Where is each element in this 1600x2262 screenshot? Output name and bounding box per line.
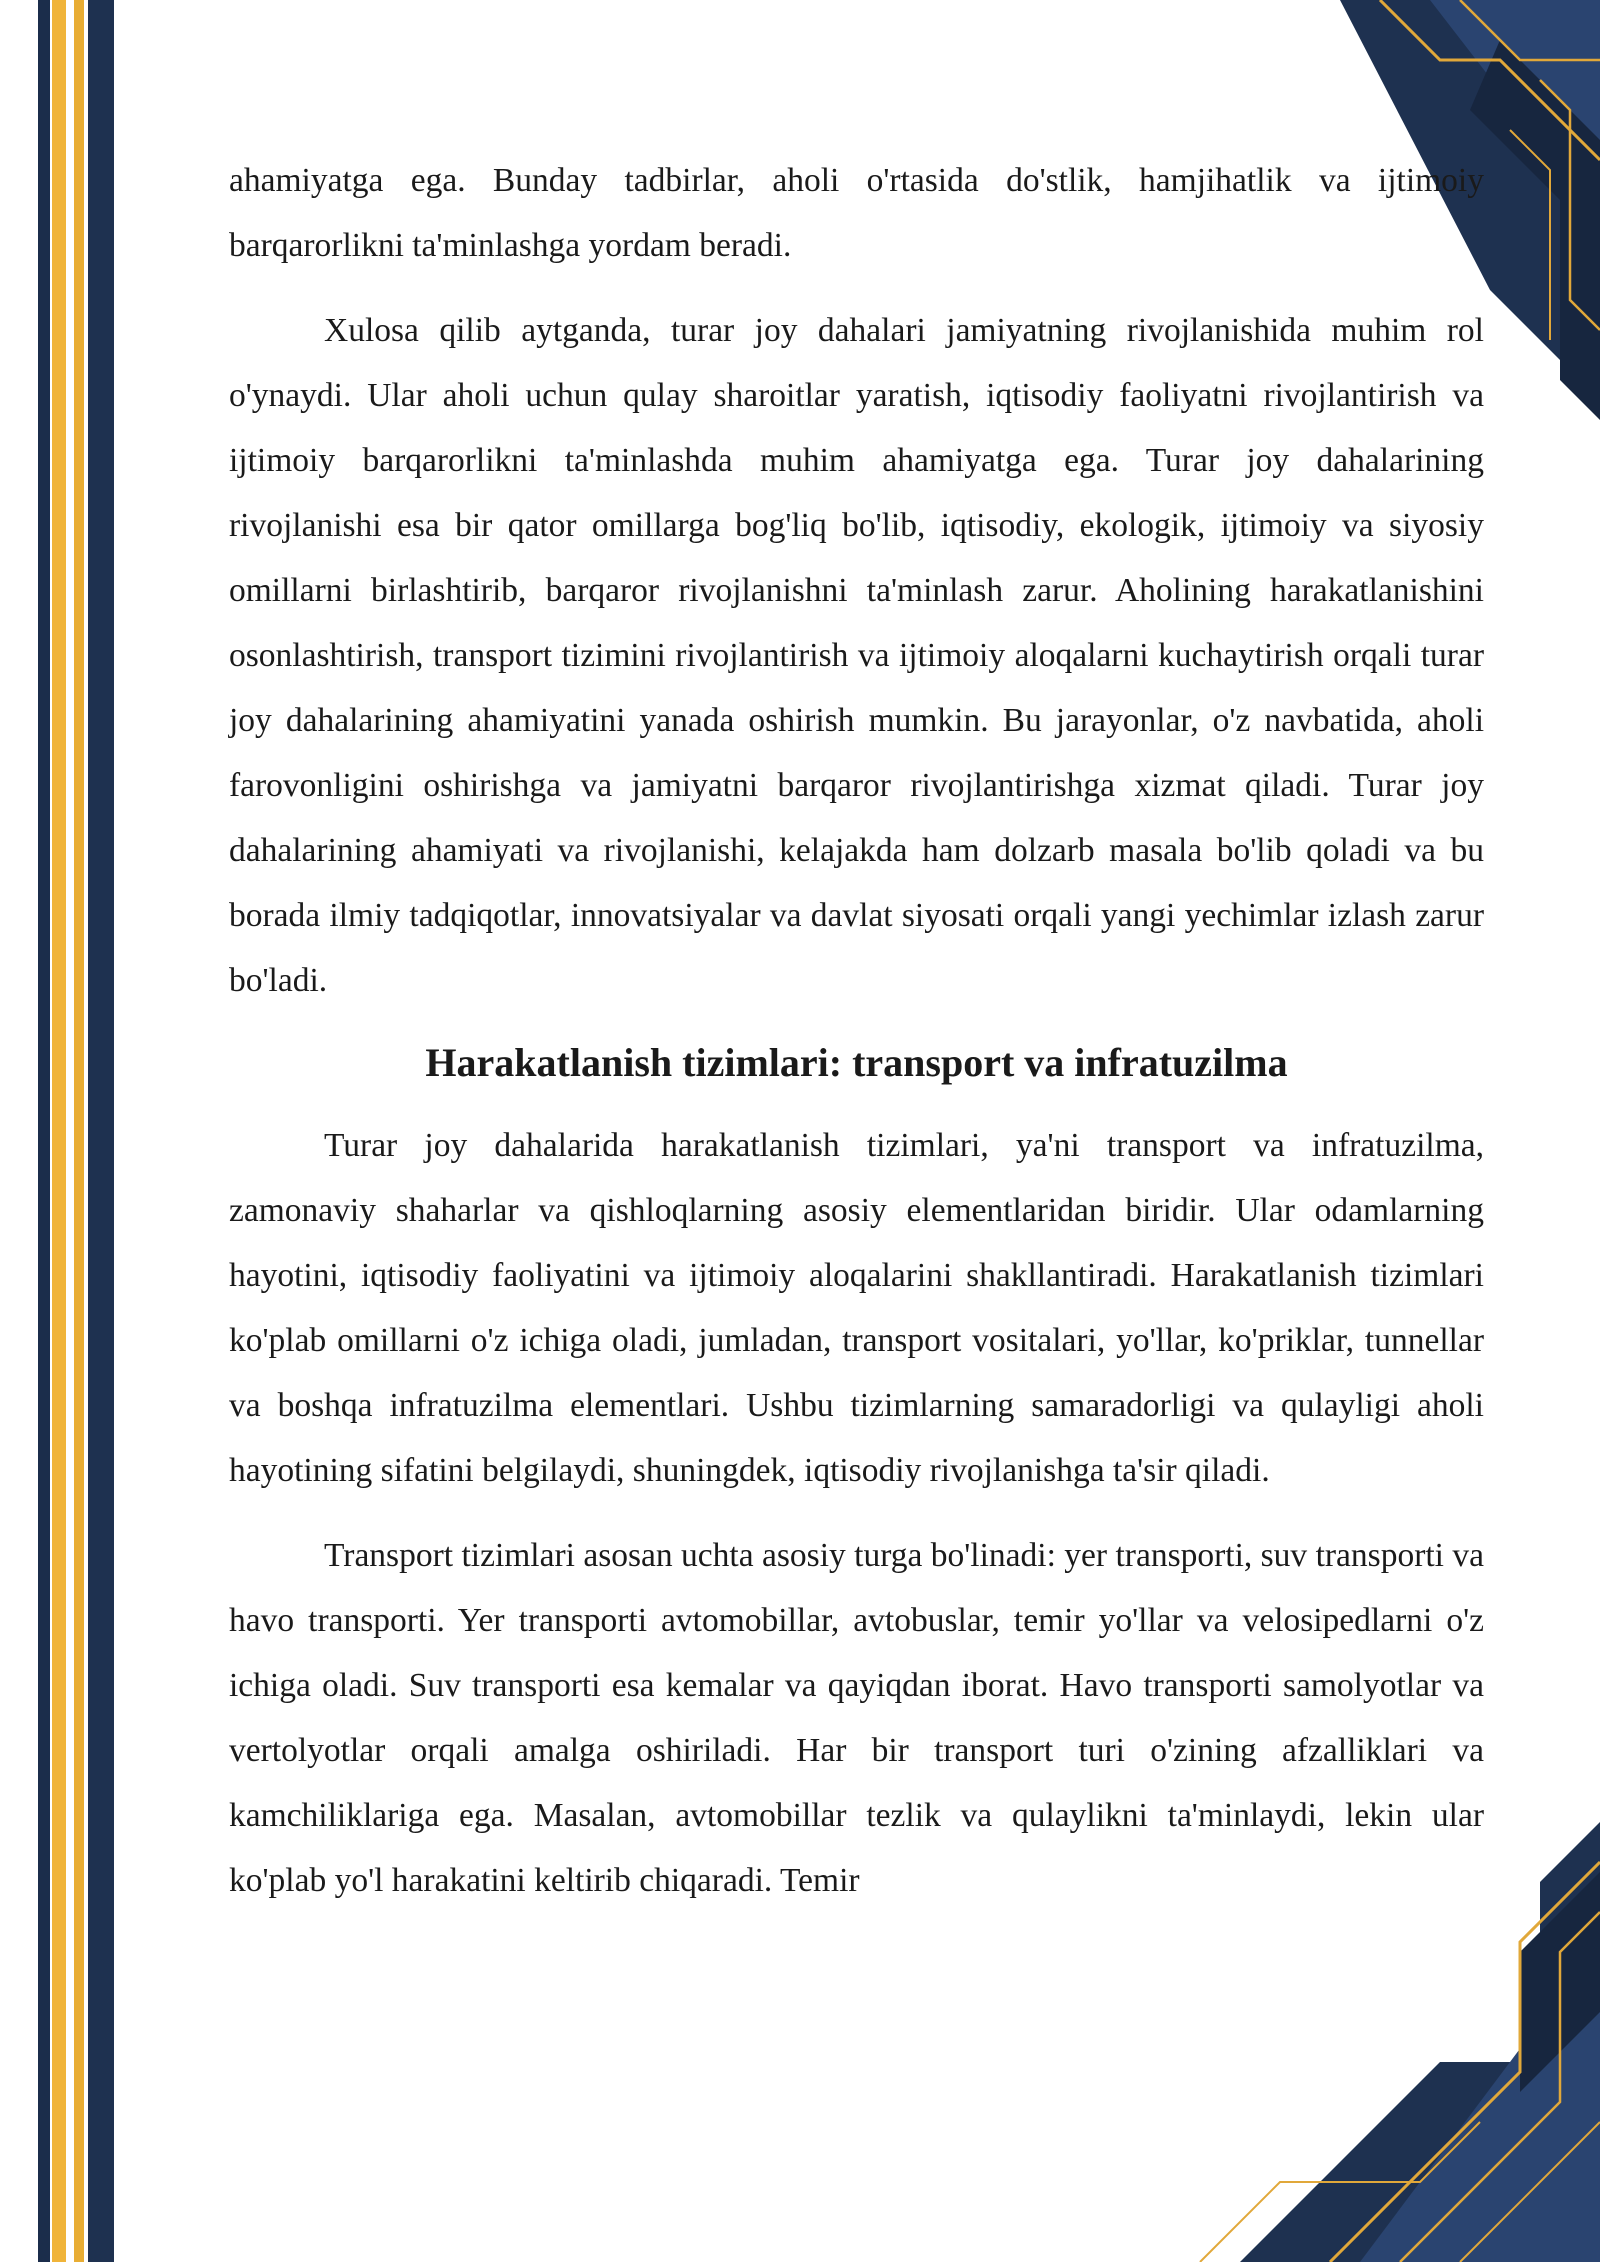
border-stripe-gold [52,0,66,2262]
paragraph-transport-types: Transport tizimlari asosan uchta asosiy turga bo'linadi: yer transporti, suv transporti va havo transporti. Yer transporti avtomobillar, avtobuslar, temir yo'llar va velosipedlarni o'z ichiga oladi. Suv transporti esa kemalar va qayiqdan iborat. Havo transporti samolyotlar va vertolyotlar orqali amalga oshiriladi. Har bir transport turi o'zining afzalliklari va kamchiliklariga ega. Masalan, avtomobillar tezlik va qulaylikni ta'minlaydi, lekin ular ko'plab yo'l harakatini keltirib chiqaradi. Temir [229,1537,1484,1899]
paragraph-conclusion: Xulosa qilib aytganda, turar joy dahalari jamiyatning rivojlanishida muhim rol o'ynaydi. Ular aholi uchun qulay sharoitlar yaratish, iqtisodiy faoliyatni rivojlantirish va ijtimoiy barqarorlikni ta'minlashda muhim ahamiyatga ega. Turar joy dahalarining rivojlanishi esa bir qator omillarga bog'liq bo'lib, iqtisodiy, ekologik, ijtimoiy va siyosiy omillarni birlashtirib, barqaror rivojlanishni ta'minlash zarur. Aholining harakatlanishini osonlashtirish, transport tizimini rivojlantirish va ijtimoiy aloqalarni kuchaytirish orqali turar joy dahalarining ahamiyatini yanada oshirish mumkin. Bu jarayonlar, o'z navbatida, aholi farovonligini oshirishga va jamiyatni barqaror rivojlantirishga xizmat qiladi. Turar joy dahalarining ahamiyati va rivojlanishi, kelajakda ham dolzarb masala bo'lib qoladi va bu borada ilmiy tadqiqotlar, innovatsiyalar va davlat siyosati orqali yangi yechimlar izlash zarur bo'ladi. [229,312,1484,999]
section-heading: Harakatlanish tizimlari: transport va infratuzilma [425,1040,1288,1085]
paragraph-continuation: ahamiyatga ega. Bunday tadbirlar, aholi o'rtasida do'stlik, hamjihatlik va ijtimoiy barqarorlikni ta'minlashga yordam beradi. [229,162,1484,264]
border-stripe-gold-inner [74,0,84,2262]
document-body [229,148,1484,1933]
border-stripe-navy-outer [38,0,50,2262]
border-stripe-navy-inner [88,0,114,2262]
border-stripe-gap [66,0,74,2262]
paragraph-movement-systems: Turar joy dahalarida harakatlanish tizimlari, ya'ni transport va infratuzilma, zamonaviy shaharlar va qishloqlarning asosiy elementlaridan biridir. Ular odamlarning hayotini, iqtisodiy faoliyatini va ijtimoiy aloqalarini shakllantiradi. Harakatlanish tizimlari ko'plab omillarni o'z ichiga oladi, jumladan, transport vositalari, yo'llar, ko'priklar, tunnellar va boshqa infratuzilma elementlari. Ushbu tizimlarning samaradorligi va qulayligi aholi hayotining sifatini belgilaydi, shuningdek, iqtisodiy rivojlanishga ta'sir qiladi. [229,1127,1484,1489]
